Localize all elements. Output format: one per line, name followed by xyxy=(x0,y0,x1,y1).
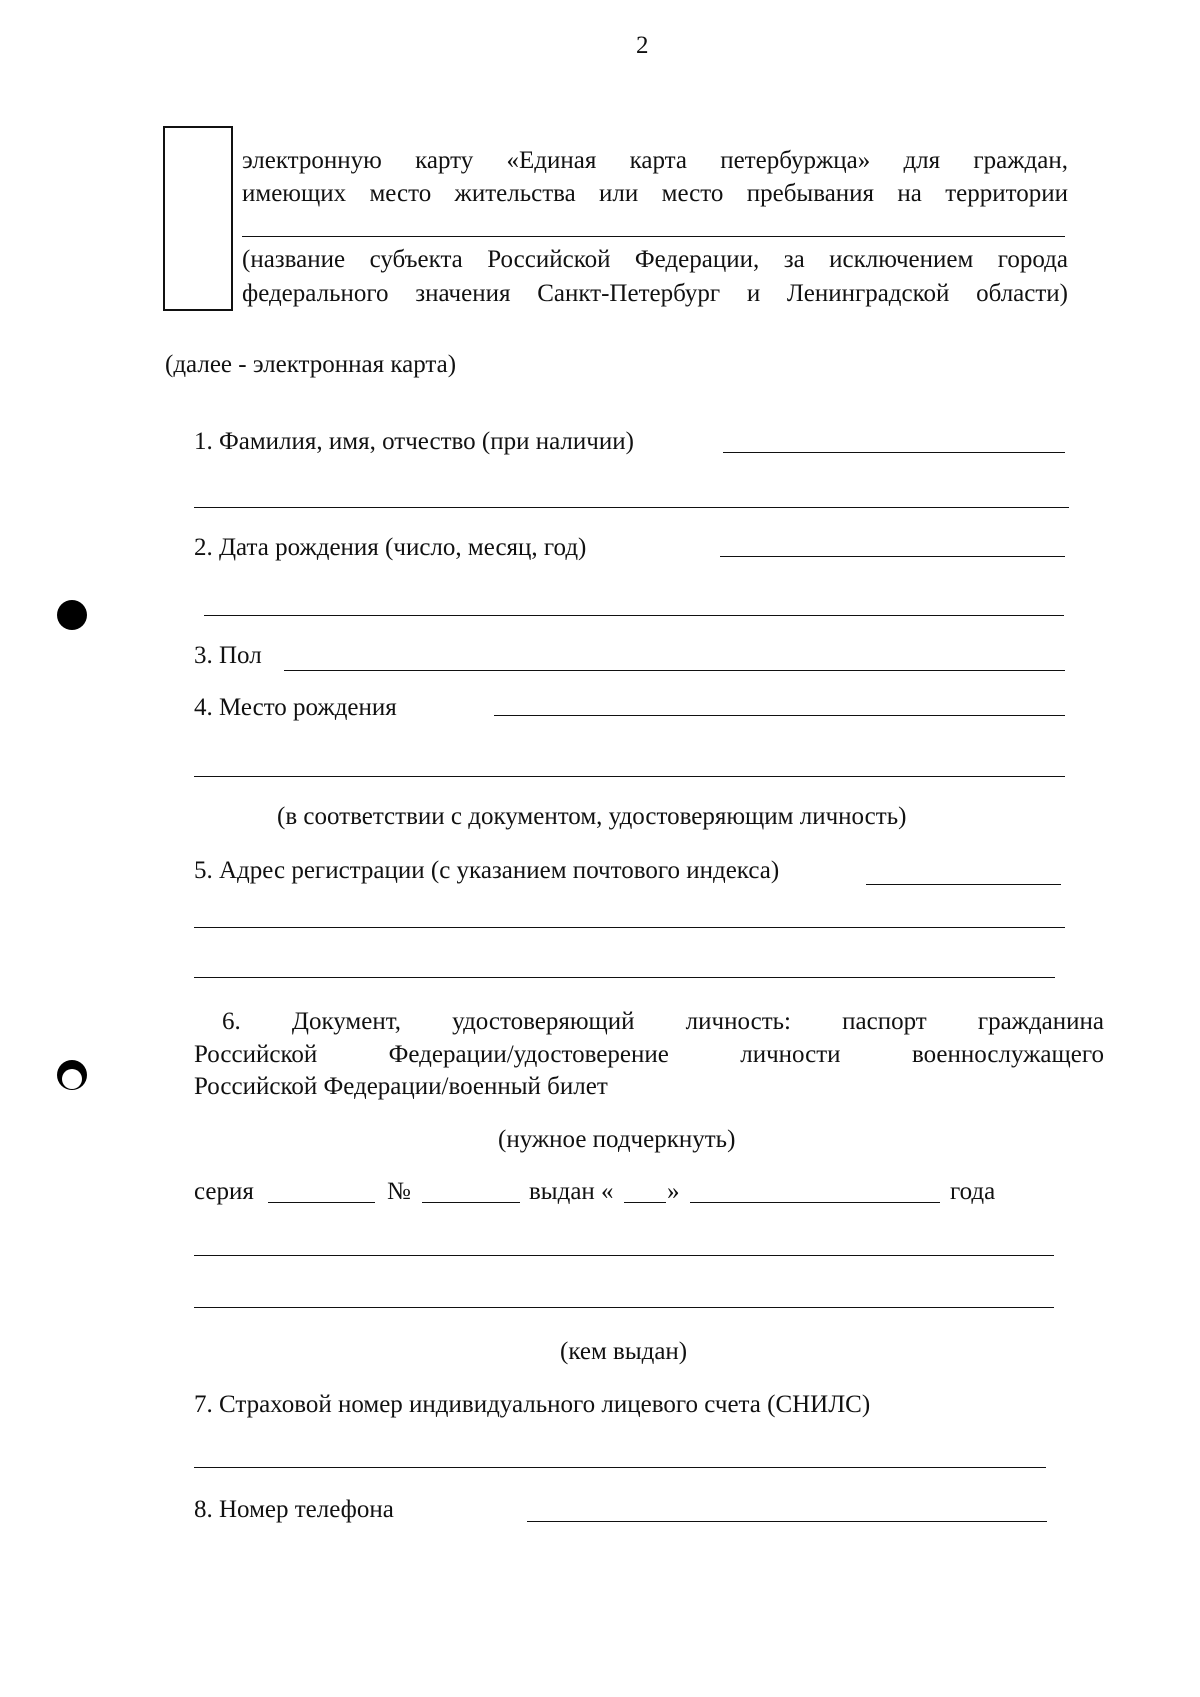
punch-hole-bottom xyxy=(57,1060,87,1090)
birth-date-input-line-1[interactable] xyxy=(720,556,1065,557)
birth-place-note: (в соответствии с документом, удостоверяющим личность) xyxy=(277,803,907,830)
full-name-input-line-1[interactable] xyxy=(723,452,1065,453)
snils-input-line[interactable] xyxy=(194,1467,1046,1468)
hereinafter-note: (далее - электронная карта) xyxy=(165,351,457,378)
field-id-document-line-3: Российской Федерации/военный билет xyxy=(194,1073,608,1100)
issued-by-input-line-2[interactable] xyxy=(194,1307,1054,1308)
region-input-line[interactable] xyxy=(242,236,1065,237)
field-id-document-line-2: Российской Федерации/удостоверение личности военнослужащего xyxy=(194,1041,1104,1068)
region-note-line-2: федерального значения Санкт-Петербург и Ленинградской области) xyxy=(242,280,1068,307)
year-label: года xyxy=(950,1178,996,1205)
punch-hole-top xyxy=(57,600,87,630)
series-input-line[interactable] xyxy=(268,1202,375,1203)
field-id-document-line-1: 6. Документ, удостоверяющий личность: паспорт гражданина xyxy=(222,1008,1104,1035)
region-note-line-1: (название субъекта Российской Федерации, за исключением города xyxy=(242,246,1068,273)
address-input-line-3[interactable] xyxy=(194,977,1055,978)
issued-label: выдан « xyxy=(529,1178,614,1205)
sex-input-line[interactable] xyxy=(284,670,1065,671)
option-checkbox[interactable] xyxy=(163,126,233,311)
field-address-label: 5. Адрес регистрации (с указанием почтового индекса) xyxy=(194,857,780,884)
birth-date-input-line-2[interactable] xyxy=(204,615,1064,616)
number-input-line[interactable] xyxy=(422,1202,520,1203)
address-input-line-1[interactable] xyxy=(866,884,1061,885)
page-number: 2 xyxy=(636,32,649,59)
intro-line-2: имеющих место жительства или место пребывания на территории xyxy=(242,180,1068,207)
field-full-name-label: 1. Фамилия, имя, отчество (при наличии) xyxy=(194,428,634,455)
field-phone-label: 8. Номер телефона xyxy=(194,1496,394,1523)
issue-day-input-line[interactable] xyxy=(624,1202,666,1203)
phone-input-line[interactable] xyxy=(527,1521,1047,1522)
underline-needed-note: (нужное подчеркнуть) xyxy=(498,1126,736,1153)
series-label: серия xyxy=(194,1178,254,1205)
full-name-input-line-2[interactable] xyxy=(194,507,1069,508)
field-birth-place-label: 4. Место рождения xyxy=(194,694,397,721)
address-input-line-2[interactable] xyxy=(194,927,1065,928)
issued-by-input-line-1[interactable] xyxy=(194,1255,1054,1256)
number-label: № xyxy=(387,1178,411,1205)
issued-quote-close: » xyxy=(667,1178,680,1205)
field-birth-date-label: 2. Дата рождения (число, месяц, год) xyxy=(194,534,587,561)
issue-month-input-line[interactable] xyxy=(690,1202,940,1203)
birth-place-input-line-2[interactable] xyxy=(194,776,1065,777)
field-snils-label: 7. Страховой номер индивидуального лицевого счета (СНИЛС) xyxy=(194,1391,871,1418)
field-sex-label: 3. Пол xyxy=(194,642,262,669)
issued-by-note: (кем выдан) xyxy=(560,1338,688,1365)
intro-line-1: электронную карту «Единая карта петербуржца» для граждан, xyxy=(242,147,1068,174)
birth-place-input-line-1[interactable] xyxy=(494,715,1065,716)
